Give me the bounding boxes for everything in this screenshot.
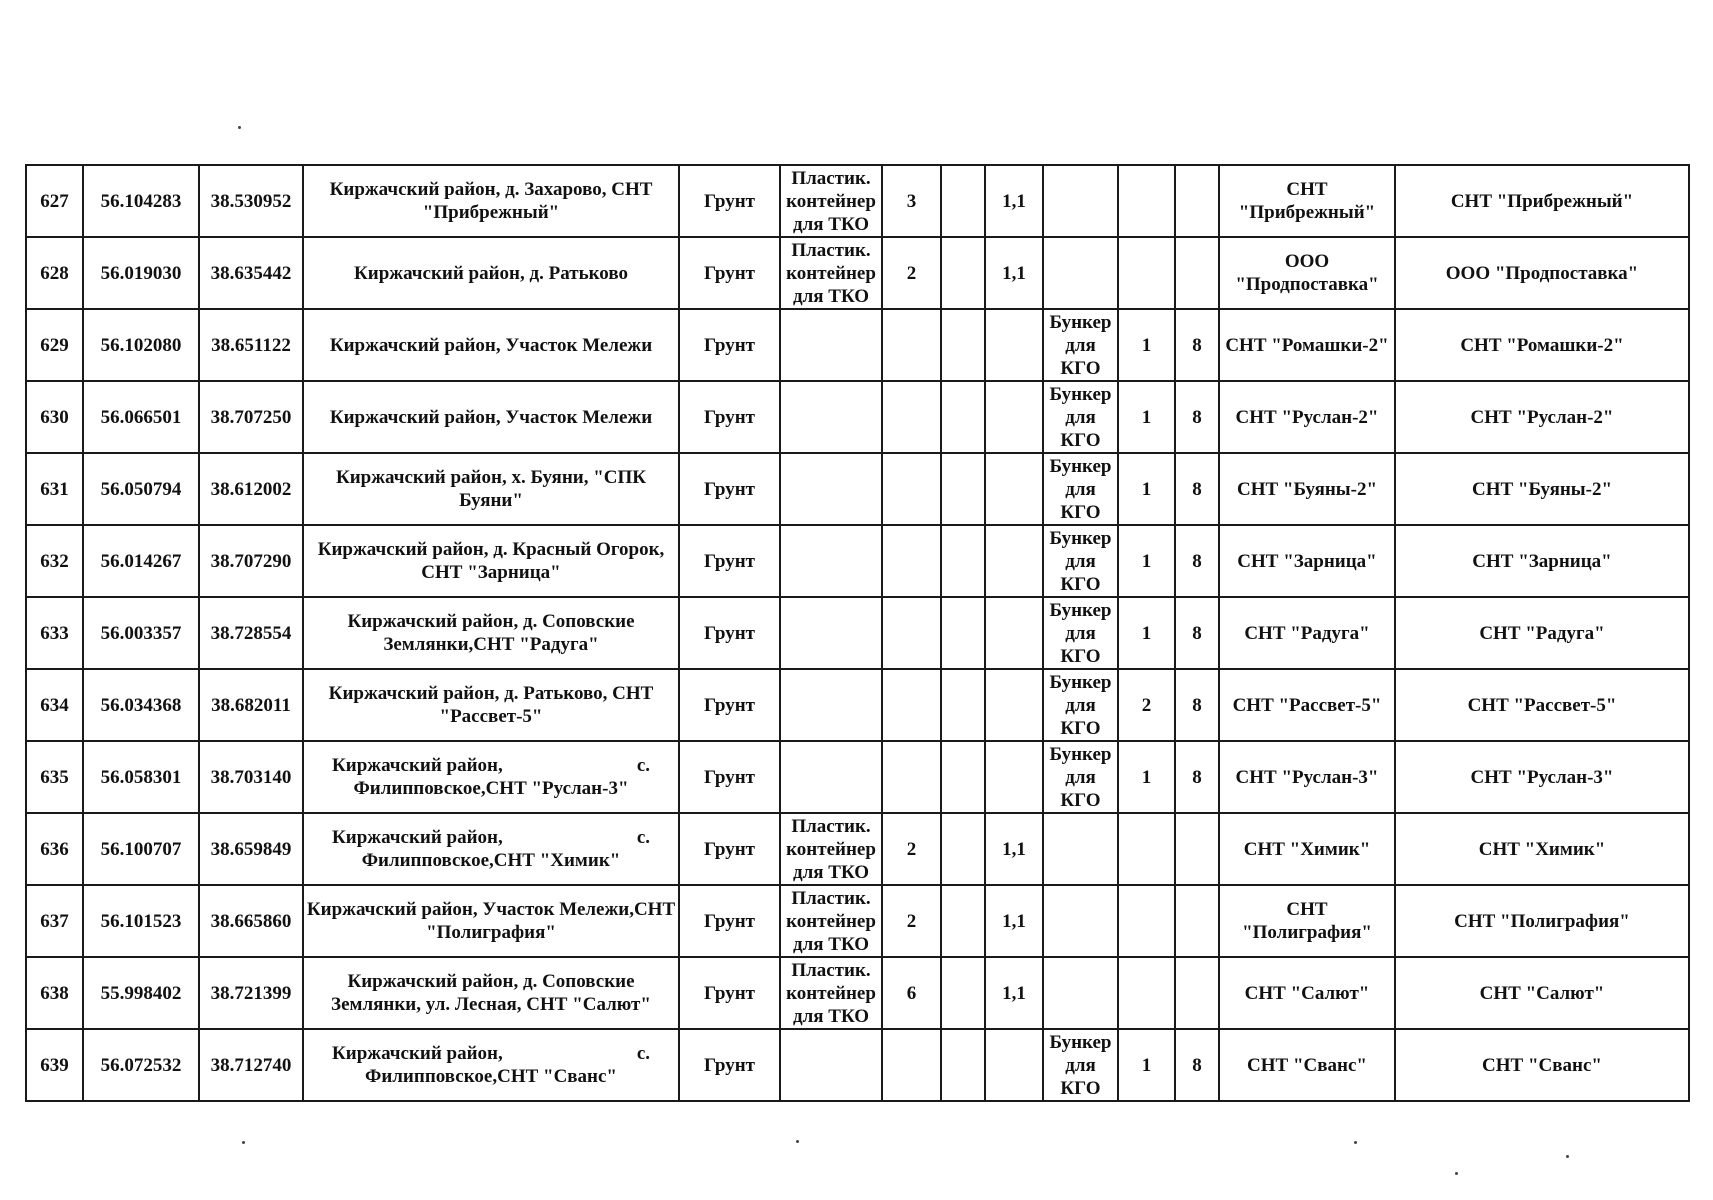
bunker-type-cell: Бункер для КГО bbox=[1043, 741, 1118, 813]
bunker-volume-cell: 8 bbox=[1175, 453, 1219, 525]
owner-cell: СНТ "Салют" bbox=[1219, 957, 1395, 1029]
longitude-cell: 38.659849 bbox=[199, 813, 303, 885]
longitude-cell: 38.728554 bbox=[199, 597, 303, 669]
latitude-cell: 56.058301 bbox=[83, 741, 199, 813]
row-number-cell: 630 bbox=[26, 381, 83, 453]
address-line-2: Филипповское,СНТ "Сванс" bbox=[365, 1066, 617, 1087]
table-row bbox=[26, 453, 1689, 525]
container-volume-cell: 1,1 bbox=[985, 813, 1043, 885]
table-row bbox=[26, 165, 1689, 237]
bunker-count-cell bbox=[1118, 885, 1175, 957]
planned-count-cell bbox=[941, 669, 985, 741]
container-count-cell bbox=[882, 741, 941, 813]
container-volume-cell: 1,1 bbox=[985, 957, 1043, 1029]
waste-source-cell: СНТ "Полиграфия" bbox=[1395, 885, 1689, 957]
address-line-2: Филипповское,СНТ "Руслан-3" bbox=[353, 778, 629, 799]
address-line-2: Филипповское,СНТ "Химик" bbox=[361, 850, 621, 871]
table-row bbox=[26, 1029, 1689, 1101]
bunker-volume-cell: 8 bbox=[1175, 741, 1219, 813]
container-type-cell: Пластик. контейнер для ТКО bbox=[780, 237, 882, 309]
container-count-cell: 2 bbox=[882, 885, 941, 957]
container-count-cell bbox=[882, 381, 941, 453]
bunker-volume-cell: 8 bbox=[1175, 381, 1219, 453]
owner-cell: СНТ "Зарница" bbox=[1219, 525, 1395, 597]
latitude-cell: 56.050794 bbox=[83, 453, 199, 525]
table-row bbox=[26, 525, 1689, 597]
row-number-cell: 629 bbox=[26, 309, 83, 381]
owner-cell: СНТ "Руслан-3" bbox=[1219, 741, 1395, 813]
registry-sheet bbox=[25, 164, 1688, 1102]
surface-cell: Грунт bbox=[679, 669, 780, 741]
longitude-cell: 38.612002 bbox=[199, 453, 303, 525]
latitude-cell: 56.101523 bbox=[83, 885, 199, 957]
longitude-cell: 38.712740 bbox=[199, 1029, 303, 1101]
row-number-cell: 636 bbox=[26, 813, 83, 885]
latitude-cell: 55.998402 bbox=[83, 957, 199, 1029]
scan-speck bbox=[796, 1140, 799, 1143]
longitude-cell: 38.682011 bbox=[199, 669, 303, 741]
container-count-cell bbox=[882, 669, 941, 741]
container-volume-cell: 1,1 bbox=[985, 885, 1043, 957]
container-volume-cell bbox=[985, 525, 1043, 597]
container-volume-cell bbox=[985, 741, 1043, 813]
longitude-cell: 38.530952 bbox=[199, 165, 303, 237]
bunker-type-cell: Бункер для КГО bbox=[1043, 525, 1118, 597]
bunker-count-cell bbox=[1118, 237, 1175, 309]
container-volume-cell bbox=[985, 669, 1043, 741]
waste-source-cell: ООО "Продпоставка" bbox=[1395, 237, 1689, 309]
longitude-cell: 38.721399 bbox=[199, 957, 303, 1029]
latitude-cell: 56.104283 bbox=[83, 165, 199, 237]
address-cell: Киржачский район, д. Соповские Землянки, ул. Лесная, СНТ "Салют" bbox=[303, 957, 679, 1029]
container-count-cell: 2 bbox=[882, 813, 941, 885]
latitude-cell: 56.066501 bbox=[83, 381, 199, 453]
address-district: Киржачский район, bbox=[332, 827, 503, 848]
scan-speck bbox=[238, 126, 241, 129]
longitude-cell: 38.651122 bbox=[199, 309, 303, 381]
row-number-cell: 627 bbox=[26, 165, 83, 237]
container-type-cell: Пластик. контейнер для ТКО bbox=[780, 813, 882, 885]
container-count-cell: 6 bbox=[882, 957, 941, 1029]
longitude-cell: 38.665860 bbox=[199, 885, 303, 957]
table-row bbox=[26, 669, 1689, 741]
owner-cell: СНТ "Рассвет-5" bbox=[1219, 669, 1395, 741]
bunker-volume-cell bbox=[1175, 885, 1219, 957]
waste-source-cell: СНТ "Зарница" bbox=[1395, 525, 1689, 597]
bunker-count-cell: 1 bbox=[1118, 525, 1175, 597]
waste-source-cell: СНТ "Буяны-2" bbox=[1395, 453, 1689, 525]
planned-count-cell bbox=[941, 165, 985, 237]
container-volume-cell bbox=[985, 1029, 1043, 1101]
latitude-cell: 56.019030 bbox=[83, 237, 199, 309]
address-cell: Киржачский район, д. Красный Огорок, СНТ "Зарница" bbox=[303, 525, 679, 597]
bunker-count-cell bbox=[1118, 813, 1175, 885]
planned-count-cell bbox=[941, 453, 985, 525]
container-count-cell bbox=[882, 525, 941, 597]
container-count-cell bbox=[882, 309, 941, 381]
container-type-cell: Пластик. контейнер для ТКО bbox=[780, 885, 882, 957]
planned-count-cell bbox=[941, 381, 985, 453]
container-volume-cell bbox=[985, 309, 1043, 381]
address-cell: Киржачский район, х. Буяни, "СПК Буяни" bbox=[303, 453, 679, 525]
bunker-volume-cell bbox=[1175, 813, 1219, 885]
table-row bbox=[26, 237, 1689, 309]
table-row bbox=[26, 813, 1689, 885]
address-cell bbox=[303, 813, 679, 885]
scan-speck bbox=[1566, 1155, 1569, 1158]
latitude-cell: 56.003357 bbox=[83, 597, 199, 669]
container-count-cell bbox=[882, 453, 941, 525]
container-type-cell: Пластик. контейнер для ТКО bbox=[780, 957, 882, 1029]
address-cell: Киржачский район, Участок Мележи,СНТ "Полиграфия" bbox=[303, 885, 679, 957]
waste-sites-table bbox=[25, 164, 1690, 1102]
planned-count-cell bbox=[941, 1029, 985, 1101]
bunker-volume-cell bbox=[1175, 165, 1219, 237]
bunker-type-cell: Бункер для КГО bbox=[1043, 1029, 1118, 1101]
address-settlement-type: с. bbox=[636, 1043, 650, 1064]
bunker-volume-cell: 8 bbox=[1175, 525, 1219, 597]
owner-cell: СНТ "Прибрежный" bbox=[1219, 165, 1395, 237]
bunker-type-cell: Бункер для КГО bbox=[1043, 597, 1118, 669]
bunker-count-cell: 1 bbox=[1118, 309, 1175, 381]
bunker-count-cell: 1 bbox=[1118, 741, 1175, 813]
bunker-count-cell: 1 bbox=[1118, 453, 1175, 525]
scan-speck bbox=[242, 1141, 245, 1144]
bunker-type-cell: Бункер для КГО bbox=[1043, 669, 1118, 741]
surface-cell: Грунт bbox=[679, 525, 780, 597]
planned-count-cell bbox=[941, 885, 985, 957]
address-district: Киржачский район, bbox=[332, 1043, 503, 1064]
address-line-1 bbox=[306, 754, 676, 777]
address-cell: Киржачский район, д. Захарово, СНТ "Прибрежный" bbox=[303, 165, 679, 237]
planned-count-cell bbox=[941, 525, 985, 597]
surface-cell: Грунт bbox=[679, 741, 780, 813]
bunker-count-cell bbox=[1118, 957, 1175, 1029]
latitude-cell: 56.102080 bbox=[83, 309, 199, 381]
bunker-volume-cell: 8 bbox=[1175, 669, 1219, 741]
container-count-cell bbox=[882, 1029, 941, 1101]
owner-cell: СНТ "Радуга" bbox=[1219, 597, 1395, 669]
waste-source-cell: СНТ "Рассвет-5" bbox=[1395, 669, 1689, 741]
container-volume-cell bbox=[985, 381, 1043, 453]
bunker-count-cell: 1 bbox=[1118, 597, 1175, 669]
container-volume-cell: 1,1 bbox=[985, 165, 1043, 237]
bunker-volume-cell: 8 bbox=[1175, 309, 1219, 381]
table-row bbox=[26, 885, 1689, 957]
waste-source-cell: СНТ "Прибрежный" bbox=[1395, 165, 1689, 237]
address-cell: Киржачский район, д. Соповские Землянки,СНТ "Радуга" bbox=[303, 597, 679, 669]
surface-cell: Грунт bbox=[679, 237, 780, 309]
container-volume-cell bbox=[985, 453, 1043, 525]
bunker-volume-cell bbox=[1175, 957, 1219, 1029]
row-number-cell: 635 bbox=[26, 741, 83, 813]
row-number-cell: 637 bbox=[26, 885, 83, 957]
address-cell: Киржачский район, Участок Мележи bbox=[303, 309, 679, 381]
bunker-type-cell bbox=[1043, 165, 1118, 237]
planned-count-cell bbox=[941, 741, 985, 813]
surface-cell: Грунт bbox=[679, 381, 780, 453]
owner-cell: СНТ "Ромашки-2" bbox=[1219, 309, 1395, 381]
owner-cell: СНТ "Полиграфия" bbox=[1219, 885, 1395, 957]
row-number-cell: 639 bbox=[26, 1029, 83, 1101]
planned-count-cell bbox=[941, 237, 985, 309]
address-cell: Киржачский район, д. Ратьково bbox=[303, 237, 679, 309]
latitude-cell: 56.034368 bbox=[83, 669, 199, 741]
latitude-cell: 56.100707 bbox=[83, 813, 199, 885]
row-number-cell: 632 bbox=[26, 525, 83, 597]
scan-speck bbox=[1455, 1172, 1458, 1175]
container-count-cell bbox=[882, 597, 941, 669]
row-number-cell: 634 bbox=[26, 669, 83, 741]
waste-source-cell: СНТ "Руслан-3" bbox=[1395, 741, 1689, 813]
bunker-type-cell bbox=[1043, 813, 1118, 885]
container-type-cell bbox=[780, 525, 882, 597]
latitude-cell: 56.072532 bbox=[83, 1029, 199, 1101]
owner-cell: СНТ "Химик" bbox=[1219, 813, 1395, 885]
planned-count-cell bbox=[941, 309, 985, 381]
waste-source-cell: СНТ "Салют" bbox=[1395, 957, 1689, 1029]
container-count-cell: 2 bbox=[882, 237, 941, 309]
row-number-cell: 631 bbox=[26, 453, 83, 525]
address-line-1 bbox=[306, 1042, 676, 1065]
waste-source-cell: СНТ "Химик" bbox=[1395, 813, 1689, 885]
container-type-cell bbox=[780, 597, 882, 669]
owner-cell: СНТ "Буяны-2" bbox=[1219, 453, 1395, 525]
longitude-cell: 38.635442 bbox=[199, 237, 303, 309]
surface-cell: Грунт bbox=[679, 1029, 780, 1101]
waste-source-cell: СНТ "Руслан-2" bbox=[1395, 381, 1689, 453]
address-cell: Киржачский район, д. Ратьково, СНТ "Рассвет-5" bbox=[303, 669, 679, 741]
container-type-cell bbox=[780, 381, 882, 453]
owner-cell: СНТ "Сванс" bbox=[1219, 1029, 1395, 1101]
bunker-volume-cell: 8 bbox=[1175, 1029, 1219, 1101]
bunker-type-cell: Бункер для КГО bbox=[1043, 381, 1118, 453]
bunker-count-cell: 1 bbox=[1118, 381, 1175, 453]
planned-count-cell bbox=[941, 957, 985, 1029]
surface-cell: Грунт bbox=[679, 309, 780, 381]
table-row bbox=[26, 597, 1689, 669]
address-settlement-type: с. bbox=[636, 827, 650, 848]
bunker-volume-cell bbox=[1175, 237, 1219, 309]
surface-cell: Грунт bbox=[679, 453, 780, 525]
scan-speck bbox=[1354, 1141, 1357, 1144]
container-type-cell bbox=[780, 741, 882, 813]
bunker-type-cell bbox=[1043, 957, 1118, 1029]
container-type-cell: Пластик. контейнер для ТКО bbox=[780, 165, 882, 237]
latitude-cell: 56.014267 bbox=[83, 525, 199, 597]
address-cell: Киржачский район, Участок Мележи bbox=[303, 381, 679, 453]
address-cell bbox=[303, 1029, 679, 1101]
bunker-count-cell: 1 bbox=[1118, 1029, 1175, 1101]
row-number-cell: 638 bbox=[26, 957, 83, 1029]
row-number-cell: 633 bbox=[26, 597, 83, 669]
longitude-cell: 38.707250 bbox=[199, 381, 303, 453]
table-body bbox=[26, 165, 1689, 1101]
table-row bbox=[26, 309, 1689, 381]
bunker-count-cell bbox=[1118, 165, 1175, 237]
container-type-cell bbox=[780, 669, 882, 741]
owner-cell: СНТ "Руслан-2" bbox=[1219, 381, 1395, 453]
waste-source-cell: СНТ "Ромашки-2" bbox=[1395, 309, 1689, 381]
table-row bbox=[26, 381, 1689, 453]
bunker-type-cell bbox=[1043, 237, 1118, 309]
bunker-type-cell: Бункер для КГО bbox=[1043, 453, 1118, 525]
address-line-1 bbox=[306, 826, 676, 849]
table-row bbox=[26, 957, 1689, 1029]
row-number-cell: 628 bbox=[26, 237, 83, 309]
surface-cell: Грунт bbox=[679, 165, 780, 237]
planned-count-cell bbox=[941, 813, 985, 885]
waste-source-cell: СНТ "Сванс" bbox=[1395, 1029, 1689, 1101]
table-row bbox=[26, 741, 1689, 813]
surface-cell: Грунт bbox=[679, 885, 780, 957]
bunker-type-cell bbox=[1043, 885, 1118, 957]
surface-cell: Грунт bbox=[679, 597, 780, 669]
container-type-cell bbox=[780, 1029, 882, 1101]
address-district: Киржачский район, bbox=[332, 755, 503, 776]
container-count-cell: 3 bbox=[882, 165, 941, 237]
owner-cell: ООО "Продпоставка" bbox=[1219, 237, 1395, 309]
bunker-count-cell: 2 bbox=[1118, 669, 1175, 741]
container-type-cell bbox=[780, 309, 882, 381]
surface-cell: Грунт bbox=[679, 957, 780, 1029]
container-volume-cell: 1,1 bbox=[985, 237, 1043, 309]
address-settlement-type: с. bbox=[636, 755, 650, 776]
container-volume-cell bbox=[985, 597, 1043, 669]
surface-cell: Грунт bbox=[679, 813, 780, 885]
address-cell bbox=[303, 741, 679, 813]
longitude-cell: 38.707290 bbox=[199, 525, 303, 597]
bunker-type-cell: Бункер для КГО bbox=[1043, 309, 1118, 381]
container-type-cell bbox=[780, 453, 882, 525]
waste-source-cell: СНТ "Радуга" bbox=[1395, 597, 1689, 669]
bunker-volume-cell: 8 bbox=[1175, 597, 1219, 669]
planned-count-cell bbox=[941, 597, 985, 669]
longitude-cell: 38.703140 bbox=[199, 741, 303, 813]
